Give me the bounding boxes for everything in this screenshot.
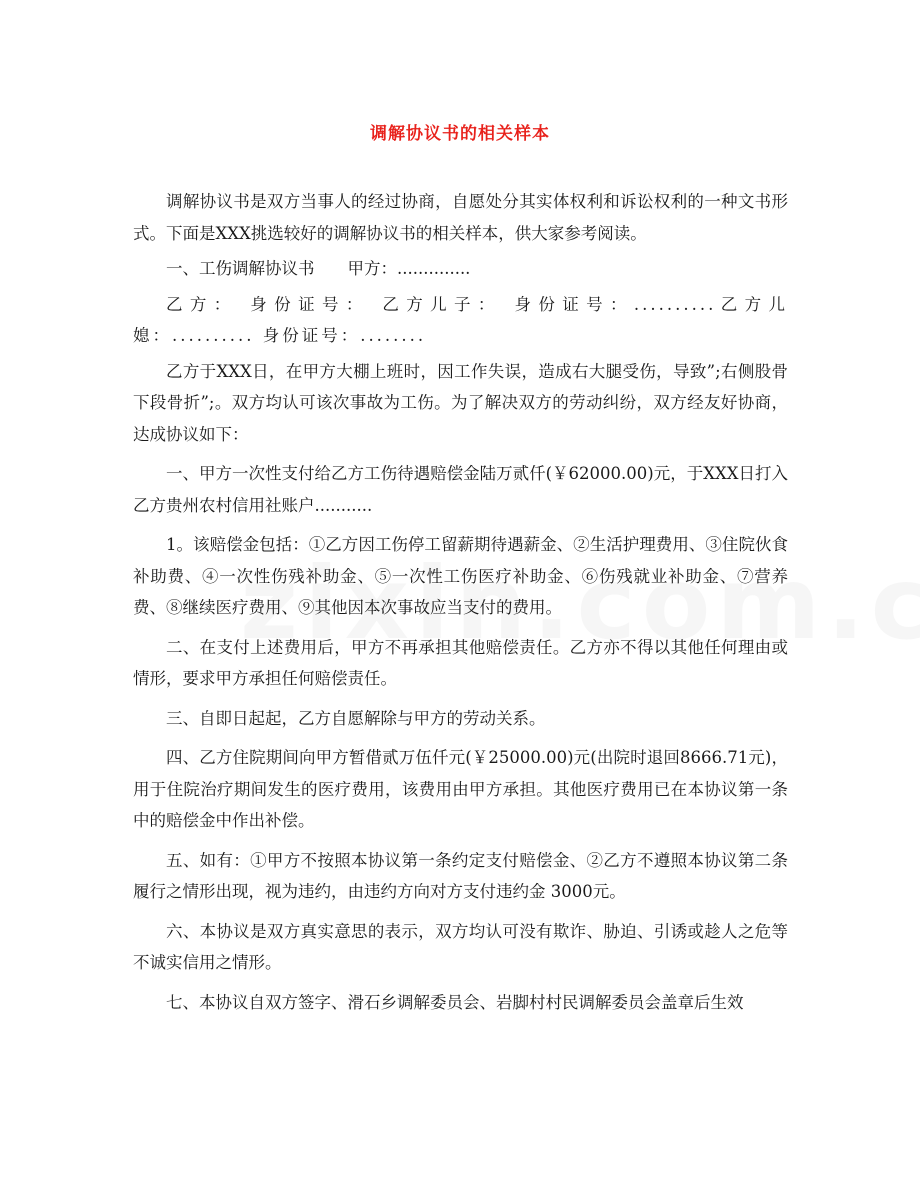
clause-4-paragraph: 四、乙方住院期间向甲方暂借贰万伍仟元(￥25000.00)元(出院时退回8666.71元)，用于住院治疗期间发生的医疗费用，该费用由甲方承担。其他医疗费用已在本协议第一条中的赔偿金中作出补偿。 (133, 748, 788, 830)
incident-paragraph: 乙方于XXX日，在甲方大棚上班时，因工作失误，造成右大腿受伤，导致”;右侧股骨下段骨折”;。双方均认可该次事故为工伤。为了解决双方的劳动纠纷，双方经友好协商，达成协议如下： (133, 361, 788, 444)
clause-7-paragraph: 七、本协议自双方签字、滑石乡调解委员会、岩脚村村民调解委员会盖章后生效 (166, 992, 744, 1012)
clause-5-paragraph: 五、如有：①甲方不按照本协议第一条约定支付赔偿金、②乙方不遵照本协议第二条履行之情形出现，视为违约，由违约方向对方支付违约金 3000元。 (133, 850, 788, 901)
document-body (133, 186, 788, 1026)
document-title: 调解协议书的相关样本 (370, 124, 550, 144)
clause-3-paragraph: 三、自即日起起，乙方自愿解除与甲方的劳动关系。 (166, 708, 546, 728)
parties-paragraph: 乙方： 身份证号： 乙方儿子： 身份证号：..........乙方儿媳：.......... 身份证号：........ (133, 294, 788, 345)
compensation-items-paragraph: 1。该赔偿金包括：①乙方因工伤停工留薪期待遇薪金、②生活护理费用、③住院伙食补助费、④一次性伤残补助金、⑤一次性工伤医疗补助金、⑥伤残就业补助金、⑦营养费、⑧继续医疗费用、⑨其他因本次事故应当支付的费用。 (133, 535, 788, 617)
clause-2-paragraph: 二、在支付上述费用后，甲方不再承担其他赔偿责任。乙方亦不得以其他任何理由或情形，要求甲方承担任何赔偿责任。 (133, 637, 788, 688)
section-heading-paragraph: 一、工伤调解协议书 甲方：.............. (166, 259, 471, 278)
intro-paragraph: 调解协议书是双方当事人的经过协商，自愿处分其实体权利和诉讼权利的一种文书形式。下面是XXX挑选较好的调解协议书的相关样本，供大家参考阅读。 (133, 192, 788, 243)
clause-6-paragraph: 六、本协议是双方真实意思的表示，双方均认可没有欺诈、胁迫、引诱或趁人之危等不诚实信用之情形。 (133, 921, 788, 972)
clause-1-paragraph: 一、甲方一次性支付给乙方工伤待遇赔偿金陆万贰仟(￥62000.00)元，于XXX日打入乙方贵州农村信用社账户........... (133, 464, 788, 515)
